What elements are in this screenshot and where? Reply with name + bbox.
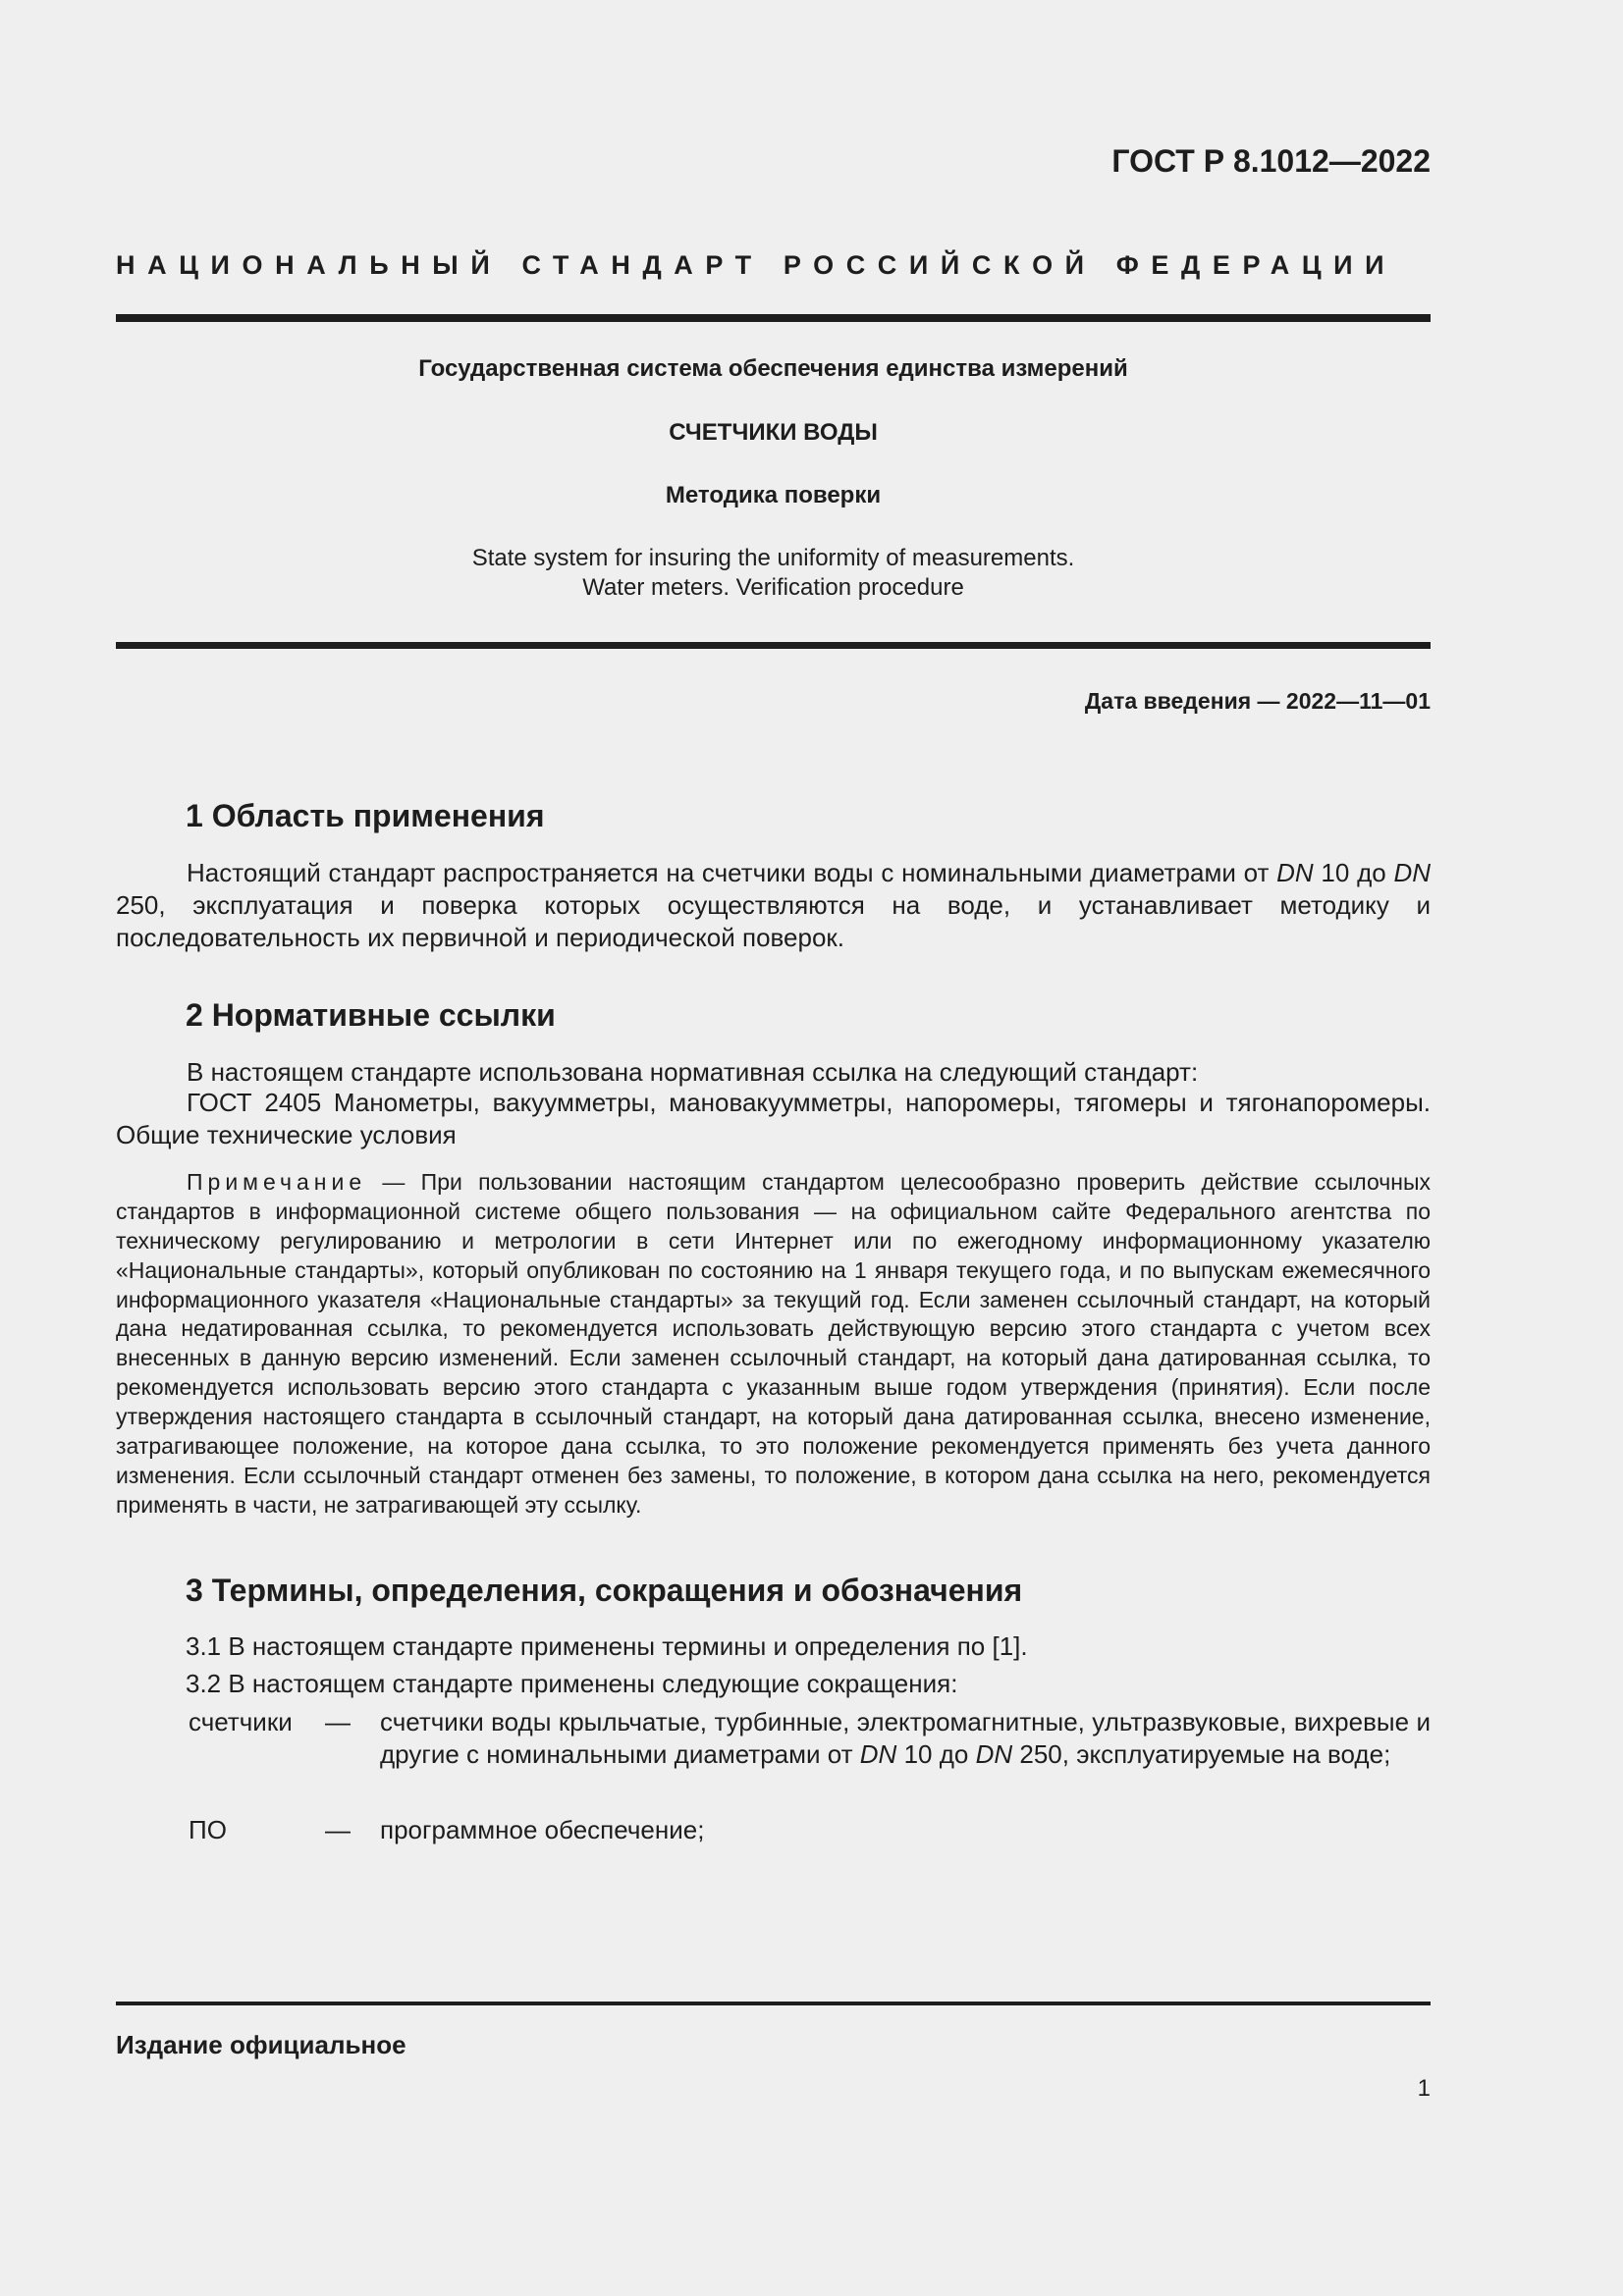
document-title: СЧЕТЧИКИ ВОДЫ [669,419,878,446]
note-paragraph: Примечание — При пользовании настоящим стандартом целесообразно проверить действие ссылочных стандартов в информационной системе общего пользования — на официальном сайте Федерального агентства по техническому регулированию и метрологии в сети Интернет или по ежегодному информационному указателю «Национальные стандарты», который опубликован по состоянию на 1 января текущего года, и по выпускам ежемесячного информационного указателя «Национальные стандарты» за текущий год. Если заменен ссылочный стандарт, на который дана недатированная ссылка, то рекомендуется использовать действующую версию этого стандарта с учетом всех внесенных в данную версию изменений. Если заменен ссылочный стандарт, на который дана датированная ссылка, то рекомендуется использовать версию этого стандарта с указанным выше годом утверждения (принятия). Если после утверждения настоящего стандарта в ссылочный стандарт, на который дана датированная ссылка, внесено изменение, затрагивающее положение, на которое дана ссылка, то это положение рекомендуется применять без учета данного изменения. Если ссылочный стандарт отменен без замены, то положение, в котором дана ссылка на него, рекомендуется применять в части, не затрагивающей эту ссылку. [116,1169,1431,1518]
introduction-date: Дата введения — 2022—11—01 [1084,688,1431,714]
system-title: Государственная система обеспечения единства измерений [418,355,1128,382]
page-number: 1 [1417,2075,1431,2102]
abbreviation-dash: — [325,1707,351,1736]
section-1-paragraph: Настоящий стандарт распространяется на счетчики воды с номинальными диаметрами от DN 10 до DN 250, эксплуатация и поверка которых осуществляются на воде, и устанавливает методику и последовательность их первичной и периодической поверок. [116,858,1431,953]
english-title-line1: State system for insuring the uniformity of measurements. [471,545,1075,571]
clause-3-2: 3.2 В настоящем стандарте применены следующие сокращения: [186,1669,958,1698]
gost-number: ГОСТ Р 8.1012—2022 [1111,143,1431,179]
section-2-paragraph: В настоящем стандарте использована нормативная ссылка на следующий стандарт: [187,1057,1199,1087]
abbreviation-row [186,1814,1431,1846]
abbreviation-term: счетчики [189,1707,293,1736]
document-subtitle: Методика поверки [665,482,882,508]
note-label: Примечание [187,1169,367,1195]
abbreviation-definition: счетчики воды крыльчатые, турбинные, электромагнитные, ультразвуковые, вихревые и другие с номинальными диаметрами от DN 10 до DN 250, эксплуатируемые на воде; [380,1707,1431,1770]
section-2-heading: 2 Нормативные ссылки [186,997,556,1033]
title-divider [116,642,1431,649]
section-3-heading: 3 Термины, определения, сокращения и обозначения [186,1573,1023,1608]
abbreviation-definition: программное обеспечение; [380,1815,705,1844]
abbreviation-row [186,1706,1431,1772]
abbreviation-term: ПО [189,1815,227,1844]
section-1-heading: 1 Область применения [186,798,545,833]
footer-divider [116,2002,1431,2005]
top-divider [116,314,1431,322]
official-edition-label: Издание официальное [116,2030,406,2059]
english-title-line2: Water meters. Verification procedure [582,574,964,601]
normative-reference: ГОСТ 2405 Манометры, вакуумметры, мановакуумметры, напоромеры, тягомеры и тягонапоромеры. Общие технические условия [116,1088,1431,1150]
abbreviation-dash: — [325,1815,351,1844]
clause-3-1: 3.1 В настоящем стандарте применены термины и определения по [1]. [186,1631,1028,1661]
national-standard-heading: НАЦИОНАЛЬНЫЙ СТАНДАРТ РОССИЙСКОЙ ФЕДЕРАЦИИ [116,250,1397,280]
